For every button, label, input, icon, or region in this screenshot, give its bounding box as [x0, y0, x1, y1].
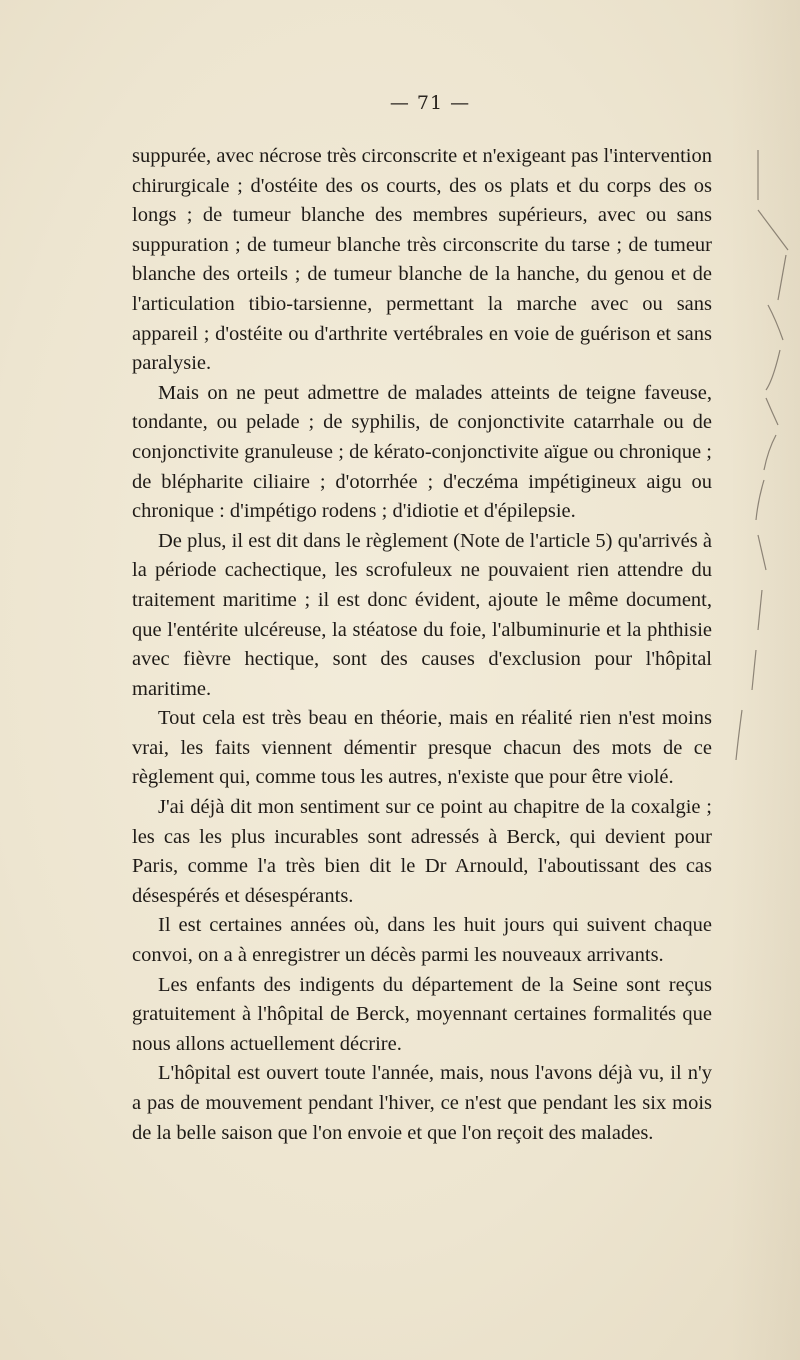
paragraph: Les enfants des indigents du département de la Seine sont reçus gratuitement à l'hôpital de Berck, moyennant certaines formalités que nous allons actuellement décrire.	[132, 973, 712, 1055]
paragraph: Tout cela est très beau en théorie, mais en réalité rien n'est moins vrai, les faits viennent démentir presque chacun des mots de ce règlement qui, comme tous les autres, n'existe que pour être violé.	[132, 707, 712, 789]
paragraph: suppurée, avec nécrose très circonscrite et n'exigeant pas l'intervention chirurgicale ; d'ostéite des os courts, des os plats et du corps des os longs ; de tumeur blanche des membres supérieurs, avec ou sans suppuration ; de tumeur blanche très circonscrite du tarse ; de tumeur blanche des orteils ; de tumeur blanche de la hanche, du genou et de l'articulation tibio-tarsienne, permettant la marche avec ou sans appareil ; d'ostéite ou d'arthrite vertébrales en voie de guérison et sans paralysie.	[132, 145, 712, 375]
page-edge-marks	[728, 150, 800, 790]
body-text	[132, 142, 712, 1148]
paragraph: Mais on ne peut admettre de malades atteints de teigne faveuse, tondante, ou pelade ; de syphilis, de conjonctivite catarrhale ou de conjonctivite granuleuse ; de kérato-conjonctivite aïgue ou chronique ; de blépharite ciliaire ; d'otorrhée ; d'eczéma impétigineux aigu ou chronique : d'impétigo rodens ; d'idiotie et d'épilepsie.	[132, 381, 712, 523]
page-number: — 71 —	[389, 92, 471, 114]
paragraph: De plus, il est dit dans le règlement (Note de l'article 5) qu'arrivés à la période cachectique, les scrofuleux ne pouvaient rien attendre du traitement maritime ; il est donc évident, ajoute le même document, que l'entérite ulcéreuse, la stéatose du foie, l'albuminurie et la phthisie avec fièvre hectique, sont des causes d'exclusion pour l'hôpital maritime.	[132, 529, 712, 700]
paragraph: J'ai déjà dit mon sentiment sur ce point au chapitre de la coxalgie ; les cas les plus incurables sont adressés à Berck, qui devient pour Paris, comme l'a très bien dit le Dr Arnould, l'aboutissant des cas désespérés et désespérants.	[132, 796, 712, 907]
paragraph: Il est certaines années où, dans les huit jours qui suivent chaque convoi, on a à enregistrer un décès parmi les nouveaux arrivants.	[132, 914, 712, 967]
paragraph: L'hôpital est ouvert toute l'année, mais, nous l'avons déjà vu, il n'y a pas de mouvement pendant l'hiver, ce n'est que pendant les six mois de la belle saison que l'on envoie et que l'on reçoit des malades.	[132, 1062, 712, 1144]
